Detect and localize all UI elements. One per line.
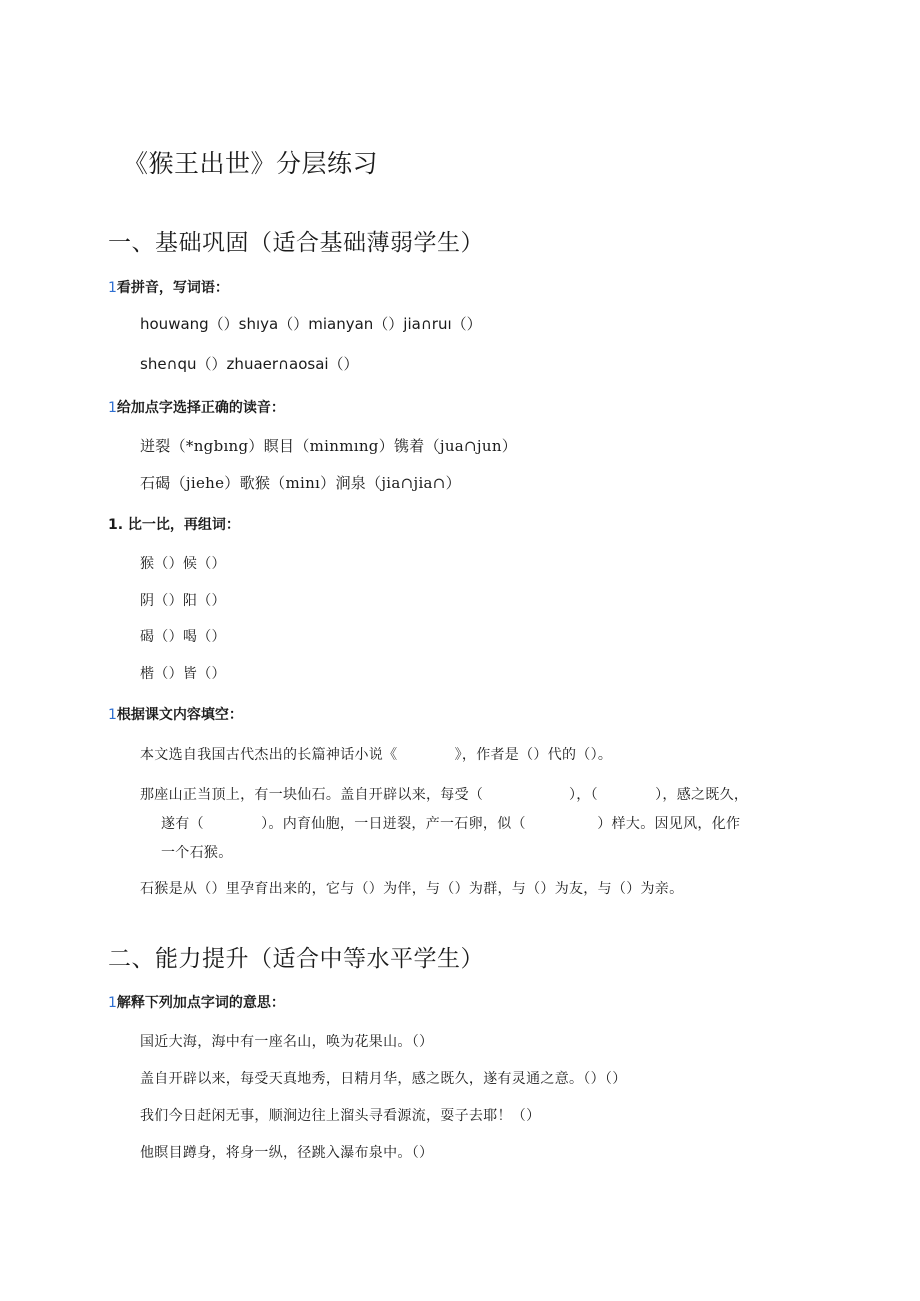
question-text: 给加点字选择正确的读音： bbox=[116, 400, 285, 416]
question-number: 1 bbox=[108, 995, 117, 1011]
compare-row-3: 碣（）喝（） bbox=[140, 629, 226, 645]
pinyin-line-1: houwang（）shıya（）mianyan（）jia∩ruı（） bbox=[140, 315, 482, 333]
question-number: 1 bbox=[108, 280, 117, 296]
question-1-3-label bbox=[108, 514, 240, 534]
question-number: 1. bbox=[108, 517, 124, 533]
question-number: 1 bbox=[108, 400, 117, 416]
explain-line-3: 我们今日赶闲无事，顺涧边往上溜头寻看源流，耍子去耶！（） bbox=[140, 1108, 541, 1124]
explain-line-1: 国近大海，海中有一座名山，唤为花果山。（） bbox=[140, 1034, 434, 1050]
fill-line-4: 一个石猴。 bbox=[161, 845, 233, 861]
pronunciation-line-2: 石碣（jiehe）歌猴（minı）涧泉（jia∩jia∩） bbox=[140, 474, 461, 492]
question-2-1-label bbox=[108, 992, 285, 1012]
section-2-heading: 二、能力提升（适合中等水平学生） bbox=[108, 946, 484, 972]
explain-line-2: 盖自开辟以来，每受天真地秀，日精月华，感之既久，遂有灵通之意。（）（） bbox=[140, 1071, 627, 1087]
section-1-heading: 一、基础巩固（适合基础薄弱学生） bbox=[108, 230, 484, 256]
compare-row-4: 楷（）皆（） bbox=[140, 666, 226, 682]
fill-line-5: 石猴是从（）里孕育出来的，它与（）为伴，与（）为群，与（）为友，与（）为亲。 bbox=[140, 881, 684, 897]
question-text: 看拼音，写词语： bbox=[116, 280, 229, 296]
question-number: 1 bbox=[108, 707, 117, 723]
fill-line-1: 本文选自我国古代杰出的长篇神话小说《 》，作者是（）代的（）。 bbox=[140, 747, 613, 763]
question-text: 比一比，再组词： bbox=[123, 517, 240, 533]
question-1-4-label bbox=[108, 704, 243, 724]
explain-line-4: 他瞑目蹲身，将身一纵，径跳入瀑布泉中。（） bbox=[140, 1145, 434, 1161]
question-1-1-label bbox=[108, 277, 229, 297]
fill-line-2: 那座山正当顶上，有一块仙石。盖自开辟以来，每受（ ），（ ），感之既久， bbox=[140, 787, 749, 803]
question-text: 解释下列加点字词的意思： bbox=[116, 995, 285, 1011]
compare-row-1: 猴（）候（） bbox=[140, 556, 226, 572]
fill-line-3: 遂有（ ）。内育仙胞，一日迸裂，产一石卵，似（ ）样大。因见风，化作 bbox=[161, 816, 741, 832]
pronunciation-line-1: 迸裂（*ngbıng）瞑目（minmıng）镌着（jua∩jun） bbox=[140, 437, 518, 455]
compare-row-2: 阴（）阳（） bbox=[140, 593, 226, 609]
question-1-2-label bbox=[108, 397, 285, 417]
pinyin-line-2: she∩qu（）zhuaer∩aosai（） bbox=[140, 355, 359, 373]
question-text: 根据课文内容填空： bbox=[116, 707, 243, 723]
page-title: 《猴王出世》分层练习 bbox=[123, 149, 379, 178]
